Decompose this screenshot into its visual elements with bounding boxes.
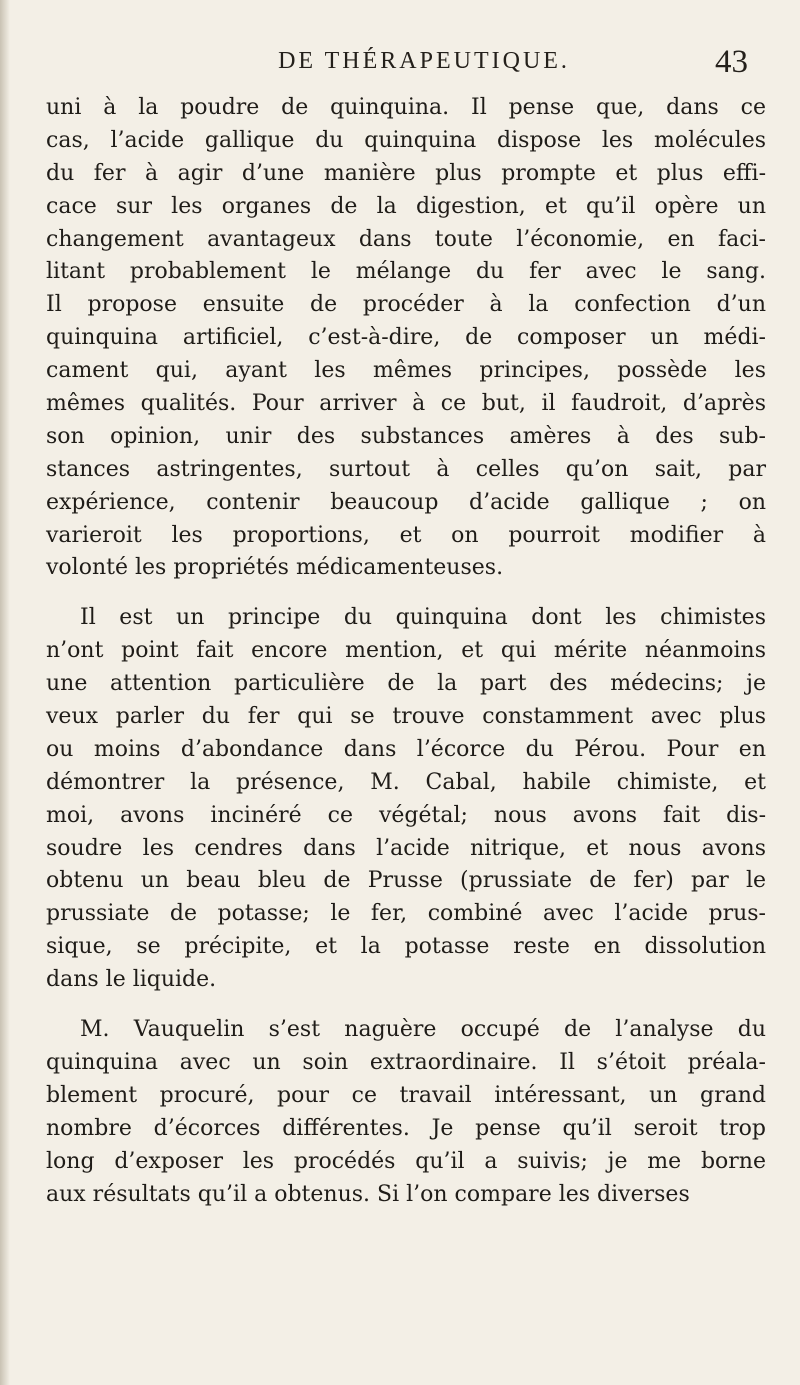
text-line: Il propose ensuite de procéder à la confection d’un [46,292,766,318]
paragraph [46,1014,766,1211]
text-line: quinquina artificiel, c’est-à-dire, de composer un médi- [46,325,766,351]
text-line: obtenu un beau bleu de Prusse (prussiate de fer) par le [46,868,766,894]
page-number: 43 [715,44,748,80]
text-line: quinquina avec un soin extraordinaire. Il s’étoit préala- [46,1049,766,1075]
text-line: stances astringentes, surtout à celles qu’on sait, par [46,456,766,482]
text-line: aux résultats qu’il a obtenus. Si l’on compare les diverses [46,1181,690,1207]
body-text [46,92,766,1211]
text-line: son opinion, unir des substances amères à des sub- [46,423,766,449]
text-line: changement avantageux dans toute l’économie, en faci- [46,226,766,252]
paragraph [46,602,766,997]
text-line: expérience, contenir beaucoup d’acide gallique ; on [46,489,766,515]
text-line: blement procuré, pour ce travail intéressant, un grand [46,1082,766,1108]
running-head: DE THÉRAPEUTIQUE. [278,48,570,74]
text-line: nombre d’écorces différentes. Je pense qu’il seroit trop [46,1115,766,1141]
text-line: soudre les cendres dans l’acide nitrique, et nous avons [46,835,766,861]
text-line: volonté les propriétés médicamenteuses. [46,555,504,581]
text-line: veux parler du fer qui se trouve constamment avec plus [46,704,766,730]
text-line: litant probablement le mélange du fer avec le sang. [46,259,766,285]
text-line: une attention particulière de la part des médecins; je [46,671,766,697]
text-line: cas, l’acide gallique du quinquina dispose les molécules [46,127,766,153]
text-line: M. Vauquelin s’est naguère occupé de l’analyse du [80,1017,766,1043]
text-line: prussiate de potasse; le fer, combiné avec l’acide prus- [46,901,766,927]
text-line: varieroit les proportions, et on pourroit modifier à [46,522,766,548]
text-line: cament qui, ayant les mêmes principes, possède les [46,358,766,384]
text-line: sique, se précipite, et la potasse reste en dissolution [46,934,766,960]
page-edge [0,0,10,1385]
text-line: ou moins d’abondance dans l’écorce du Pérou. Pour en [46,736,766,762]
page-header [100,44,748,84]
text-line: dans le liquide. [46,967,217,993]
paragraph-gap [46,997,766,1014]
text-line: long d’exposer les procédés qu’il a suivis; je me borne [46,1148,766,1174]
paragraph-gap [46,585,766,602]
text-line: n’ont point fait encore mention, et qui mérite néanmoins [46,638,766,664]
text-line: mêmes qualités. Pour arriver à ce but, il faudroit, d’après [46,391,766,417]
text-line: démontrer la présence, M. Cabal, habile chimiste, et [46,769,766,795]
text-line: uni à la poudre de quinquina. Il pense que, dans ce [46,95,766,120]
text-line: du fer à agir d’une manière plus prompte et plus effi- [46,160,766,186]
text-line: Il est un principe du quinquina dont les chimistes [80,605,766,631]
text-line: moi, avons incinéré ce végétal; nous avons fait dis- [46,802,766,828]
paragraph [46,92,766,585]
text-line: cace sur les organes de la digestion, et qu’il opère un [46,193,766,219]
